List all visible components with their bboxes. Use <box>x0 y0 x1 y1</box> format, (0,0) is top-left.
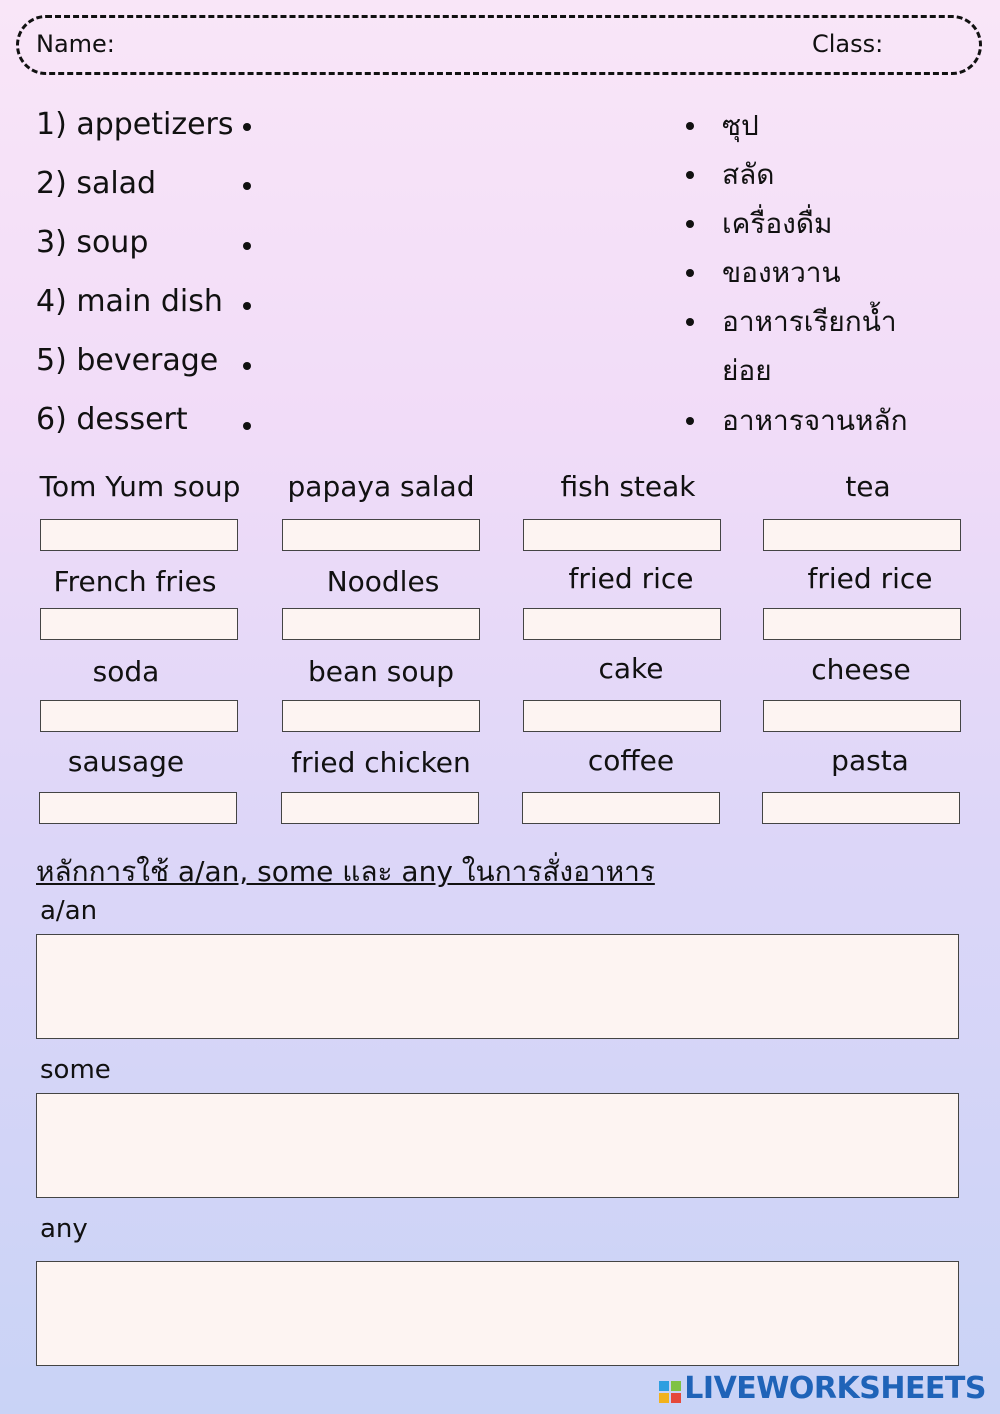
match-dot-left-1[interactable] <box>243 123 251 131</box>
liveworksheets-logo-icon <box>658 1377 682 1401</box>
match-dot-left-5[interactable] <box>243 362 251 370</box>
thai-appetizer-line1: อาหารเรียกน้ำ <box>722 305 897 338</box>
match-dot-right-4[interactable] <box>686 269 694 277</box>
word-answer-input[interactable] <box>40 700 238 732</box>
word-label: fish steak <box>560 470 696 503</box>
word-label: coffee <box>587 744 675 777</box>
match-dot-right-2[interactable] <box>686 171 694 179</box>
word-answer-input[interactable] <box>40 519 238 551</box>
thai-beverage: เครื่องดื่ม <box>722 207 833 240</box>
word-label: fried rice <box>568 562 694 595</box>
section-label-any: any <box>40 1214 88 1244</box>
word-label: tea <box>845 470 891 503</box>
word-answer-input[interactable] <box>523 519 721 551</box>
word-answer-input[interactable] <box>523 700 721 732</box>
term-dessert: 6) dessert <box>36 402 188 437</box>
match-dot-right-5[interactable] <box>686 318 694 326</box>
word-answer-input[interactable] <box>763 700 961 732</box>
class-label: Class: <box>812 30 884 58</box>
word-answer-input[interactable] <box>39 792 237 824</box>
term-salad: 2) salad <box>36 166 157 201</box>
word-label: bean soup <box>307 655 455 688</box>
word-answer-input[interactable] <box>281 792 479 824</box>
brand-logo <box>658 1371 986 1406</box>
word-answer-input[interactable] <box>282 700 480 732</box>
match-dot-right-3[interactable] <box>686 220 694 228</box>
match-dot-left-4[interactable] <box>243 302 251 310</box>
word-answer-input[interactable] <box>762 792 960 824</box>
a-an-answer-box[interactable] <box>36 934 959 1039</box>
word-label: sausage <box>67 745 185 778</box>
rules-heading: หลักการใช้ a/an, some และ any ในการสั่งอาหาร <box>36 855 655 888</box>
word-answer-input[interactable] <box>522 792 720 824</box>
name-label: Name: <box>36 30 115 58</box>
word-answer-input[interactable] <box>282 608 480 640</box>
word-label: fried rice <box>807 562 933 595</box>
class-input[interactable] <box>892 28 972 64</box>
match-dot-left-3[interactable] <box>243 242 251 250</box>
word-answer-input[interactable] <box>523 608 721 640</box>
thai-main-dish: อาหารจานหลัก <box>722 404 908 437</box>
term-beverage: 5) beverage <box>36 343 219 378</box>
brand-name: LIVEWORKSHEETS <box>684 1371 986 1406</box>
word-label: soda <box>92 655 160 688</box>
word-answer-input[interactable] <box>763 608 961 640</box>
word-label: cake <box>598 652 664 685</box>
thai-appetizer-line2: ย่อย <box>722 354 772 387</box>
word-label: cheese <box>811 653 911 686</box>
word-answer-input[interactable] <box>40 608 238 640</box>
word-answer-input[interactable] <box>763 519 961 551</box>
word-label: Tom Yum soup <box>39 470 241 503</box>
word-label: Noodles <box>326 565 440 598</box>
thai-dessert: ของหวาน <box>722 256 841 289</box>
name-input[interactable] <box>120 28 720 64</box>
thai-soup: ซุป <box>722 109 759 142</box>
some-answer-box[interactable] <box>36 1093 959 1198</box>
word-label: pasta <box>831 744 909 777</box>
match-dot-left-6[interactable] <box>243 422 251 430</box>
word-answer-input[interactable] <box>282 519 480 551</box>
section-label-a-an: a/an <box>40 896 98 926</box>
any-answer-box[interactable] <box>36 1261 959 1366</box>
thai-salad: สลัด <box>722 158 775 191</box>
word-label: papaya salad <box>287 470 475 503</box>
match-dot-left-2[interactable] <box>243 182 251 190</box>
match-dot-right-6[interactable] <box>686 417 694 425</box>
term-appetizers: 1) appetizers <box>36 107 234 142</box>
word-label: French fries <box>53 565 217 598</box>
term-soup: 3) soup <box>36 225 149 260</box>
word-label: fried chicken <box>291 746 471 779</box>
match-dot-right-1[interactable] <box>686 122 694 130</box>
term-main-dish: 4) main dish <box>36 284 223 319</box>
section-label-some: some <box>40 1055 111 1085</box>
